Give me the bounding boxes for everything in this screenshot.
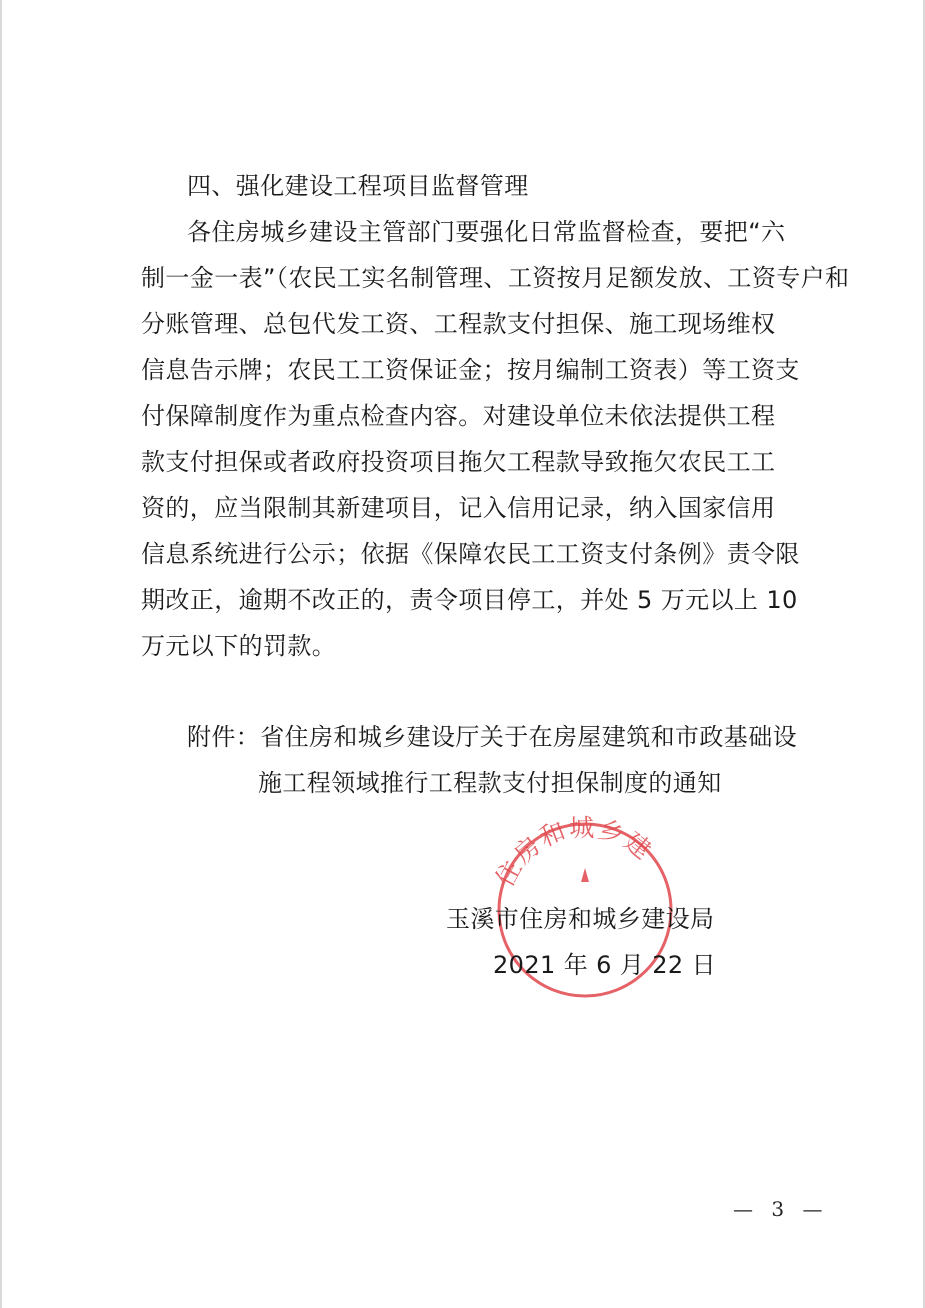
body-line: 各住房城乡建设主管部门要强化日常监督检查，要把“六 [187, 218, 786, 246]
signature-date: 2021 年 6 月 22 日 [493, 951, 717, 979]
body-line: 万元以下的罚款。 [141, 632, 337, 660]
body-line: 信息告示牌；农民工工资保证金；按月编制工资表）等工资支 [141, 356, 800, 384]
page-edge-left [0, 0, 2, 1308]
page-number: — 3 — [733, 1197, 829, 1221]
attachment-line: 施工程领域推行工程款支付担保制度的通知 [258, 769, 722, 797]
body-line: 资的，应当限制其新建项目，记入信用记录，纳入国家信用 [141, 494, 776, 522]
body-line: 信息系统进行公示；依据《保障农民工工资支付条例》责令限 [141, 540, 800, 568]
section-heading: 四、强化建设工程项目监督管理 [187, 172, 529, 200]
body-line: 制一金一表”（农民工实名制管理、工资按月足额发放、工资专户和 [141, 264, 850, 292]
svg-text:住房和城乡建: 住房和城乡建 [489, 813, 659, 892]
body-line: 期改正，逾期不改正的，责令项目停工，并处 5 万元以上 10 [141, 586, 798, 614]
signature-organization: 玉溪市住房和城乡建设局 [446, 905, 715, 933]
attachment-line: 附件：省住房和城乡建设厅关于在房屋建筑和市政基础设 [187, 723, 797, 751]
body-line: 分账管理、总包代发工资、工程款支付担保、施工现场维权 [141, 310, 776, 338]
body-line: 款支付担保或者政府投资项目拖欠工程款导致拖欠农民工工 [141, 448, 776, 476]
body-line: 付保障制度作为重点检查内容。对建设单位未依法提供工程 [141, 402, 776, 430]
